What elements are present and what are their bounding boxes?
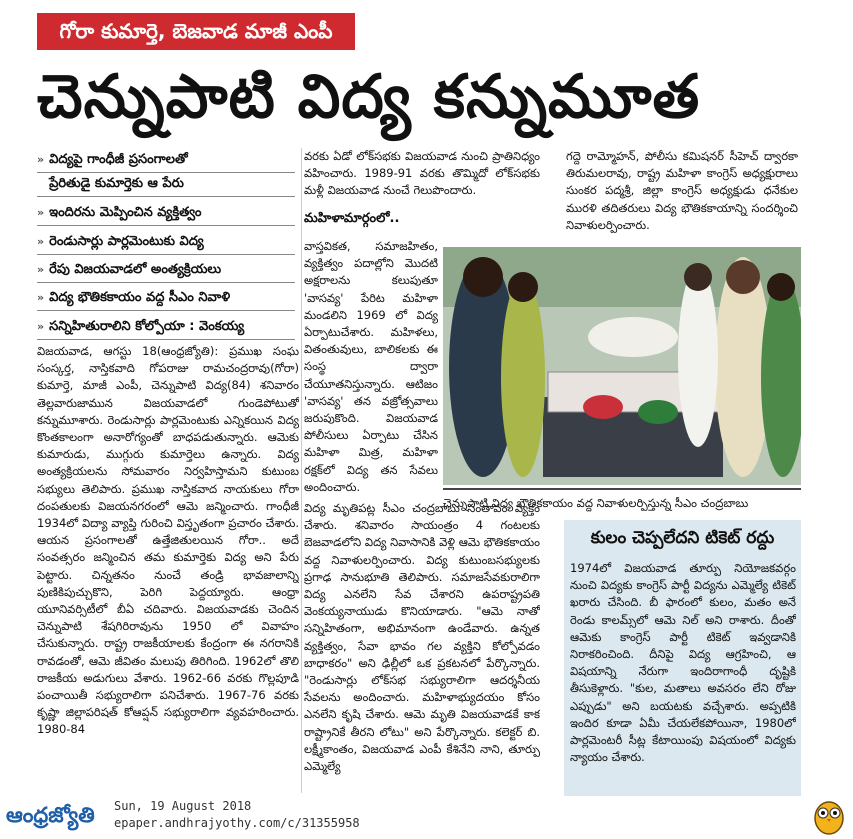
highlight-1b — [37, 172, 295, 197]
bullet-icon: » — [37, 291, 45, 304]
owl-mascot-icon — [812, 797, 846, 835]
headline: చెన్నుపాటి విద్య కన్నుమూత — [37, 62, 701, 132]
highlight-text: రేపు విజయవాడలో అంత్యక్రియలు — [49, 262, 222, 277]
highlight-1 — [37, 148, 295, 173]
bullet-icon: » — [37, 235, 45, 248]
highlight-text: సన్నిహితురాలిని కోల్పోయా : వెంకయ్య — [49, 319, 245, 334]
section-subhead: మహిళామార్గంలో.. — [304, 211, 400, 226]
body-column-1: విజయవాడ, ఆగస్టు 18(ఆంధ్రజ్యోతి): ప్రముఖ సంఘ సంస్కర్త, నాస్తికవాది గోపరాజు రామచంద్రరావు(గోరా) కుమార్తె, మాజీ ఎంపీ, చెన్నుపాటి విద్య(84) శనివారం తెల్లవారుజామున విజయవాడలో గుండెపోటుతో కన్నుమూశారు. రెండుసార్లు పార్లమెంటుకు ఎన్నికయిన విద్య కొంతకాలంగా అనారోగ్యంతో బాధపడుతున్నారు. ఆమెకు కుమారుడు, ముగ్గురు కుమార్తెలు ఉన్నారు. విద్య అంత్యక్రియలను సోమవారం నిర్వహిస్తామని కుటుంబ సభ్యులు తెలిపారు. ప్రముఖ నాస్తికవాద నాయకులు గోరా దంపతులకు విజయనగరంలో ఆమె జన్మించారు. గాంధీజీ 1934లో విద్యా వ్యాప్తి గురించి విస్తృతంగా ప్రచారం చేశారు. ఆయన ప్రసంగాలతో ఉత్తేజితులయిన గోరా.. అదే సంవత్సరం జన్మించిన తమ కుమార్తెకు విద్య అని పేరు పెట్టారు. చిన్నతనం నుంచే తండ్రి భావజాలాన్ని పుణికిపుచ్చుకొని, పెరిగి పెద్దయ్యారు. ఆంధ్రా యూనివర్సిటీలో బీఏ చదివారు. విజయవాడకు చెందిన చెన్నుపాటి శేషగిరిరావును 1950 లో వివాహం చేసుకున్నారు. రాష్ట్ర రాజకీయాలకు కేంద్రంగా ఈ నగరానికి రావడంతో, ఆమె జీవితం మలుపు తిరిగింది. 1962లో తొలి రాజకీయ అడుగులు వేశారు. 1962-66 వరకు గొల్లపూడి పంచాయితీ సభ్యురాలిగా పనిచేశారు. 1967-76 వరకు కృష్ణా జిల్లాపరిషత్‌ కోఆప్షన్‌ సభ్యురాలిగా వ్యవహరించారు. 1980-84 — [37, 344, 299, 737]
news-photo — [443, 247, 801, 485]
bullet-icon: » — [37, 320, 45, 333]
highlight-4 — [37, 258, 295, 283]
bullet-icon: » — [37, 263, 45, 276]
body-column-2-bottom: విద్య మృతిపట్ల సీఎం చంద్రబాబు సంతాపం వ్యక్తం చేశారు. శనివారం సాయంత్రం 4 గంటలకు బెజవాడలోని విద్య నివాసానికి వెళ్లి ఆమె భౌతికకాయం వద్ద నివాళులర్పించారు. విద్య కుటుంబసభ్యులకు ప్రగాఢ సానుభూతి తెలిపారు. సమాజసేవకురాలిగా విద్య ఎనలేని సేవ చేశారని ఉపరాష్ట్రపతి వెంకయ్యనాయుడు కొనియాడారు. "ఆమె నాతో సన్నిహితంగా, అభిమానంగా ఉండేవారు. ఉన్నత వ్యక్తిత్వం, సేవా భావం గల వ్యక్తిని కోల్పోవడం బాధాకరం" అని ఢిల్లీలో ఒక ప్రకటనలో పేర్కొన్నారు. "రెండుసార్లు లోక్‌సభ సభ్యురాలిగా ఆదర్శనీయ సేవలను అందించారు. మహిళాభ్యుదయం కోసం ఎనలేని కృషి చేశారు. ఆమె మృతి విజయవాడకే కాక రాష్ట్రానికే తీరని లోటు" అని పేర్కొన్నారు. కలెక్టర్‌ బి. లక్ష్మీకాంతం, విజయవాడ ఎంపీ కేశినేని నాని, తూర్పు ఎమ్మెల్యే — [304, 501, 540, 774]
body-column-3: గద్దె రామ్మోహన్‌, పోలీసు కమిషనర్‌ సీహెచ్‌ ద్వారకా తిరుమలరావు, రాష్ట్ర మహిళా కాంగ్రెస్‌ అధ్యక్షురాలు సుంకర పద్మశ్రీ, జిల్లా కాంగ్రెస్‌ అధ్యక్షుడు ధనేకుల మురళి తదితరులు విద్య భౌతికకాయాన్ని సందర్శించి నివాళులర్పించారు. — [566, 149, 798, 232]
highlight-text: ఇందిరను మెప్పించిన వ్యక్తిత్వం — [49, 205, 202, 220]
photo-illustration — [443, 247, 801, 485]
sidebar-text: 1974లో విజయవాడ తూర్పు నియోజకవర్గం నుంచి విద్యకు కాంగ్రెస్‌ పార్టీ విద్యను ఎమ్మెల్యే టికెట్‌ ఖరారు చేసింది. బీ ఫారంలో కులం, మతం అనే రెండు కాలమ్స్‌లో ఆమె నిల్‌ అని రాశారు. దీంతో ఆమెకు కాంగ్రెస్‌ పార్టీ టికెట్‌ ఇవ్వడానికి నిరాకరించింది. దీనిపై విద్య ఆగ్రహించి, ఆ విషయాన్ని నేరుగా ఇందిరాగాంధీ దృష్టికి తీసుకెళ్లారు. "కుల, మతాలు అవసరం లేని రోజు ఎప్పుడు" అని బయటకు వచ్చేశారు. అప్పటికి ఇందిర కూడా ఏమీ చేయలేకపోయినా, 1980లో పార్లమెంటరీ సీట్ల కేటాయింపు విషయంలో విద్యకు న్యాయం చేశారు. — [570, 561, 796, 765]
highlight-6 — [37, 315, 295, 340]
highlight-text: విద్య భౌతికకాయం వద్ద సీఎం నివాళి — [49, 290, 231, 305]
highlight-2 — [37, 201, 295, 226]
highlight-text: రెండుసార్లు పార్లమెంటుకు విద్య — [49, 234, 204, 249]
edition-date: Sun, 19 August 2018 — [114, 799, 252, 813]
body-column-2-top: వరకు ఏడో లోక్‌సభకు విజయవాడ నుంచి ప్రాతినిధ్యం వహించారు. 1989-91 వరకు తొమ్మిదో లోక్‌సభకు మళ్లీ విజయవాడ నుంచే గెలుపొందారు. — [304, 149, 540, 198]
kicker-banner: గోరా కుమార్తె, బెజవాడ మాజీ ఎంపీ — [37, 13, 355, 50]
highlight-text: విద్యపై గాంధీజీ ప్రసంగాలతో — [49, 152, 188, 167]
photo-caption: చెన్నుపాటి విద్య భౌతికకాయం వద్ద నివాళులర్పిస్తున్న సీఎం చంద్రబాబు — [443, 488, 801, 518]
bullet-icon: » — [37, 153, 45, 166]
column-divider — [301, 148, 302, 793]
highlight-text: ప్రేరితుడై కుమార్తెకు ఆ పేరు — [49, 176, 184, 191]
highlight-3 — [37, 230, 295, 255]
body-column-2-mid: వాస్తవికత, సమాజహితం, వ్యక్తిత్వం పదాల్లోని మొదటి అక్షరాలను కలుపుతూ 'వాసవ్య' పేరిట మహిళా మండలిని 1969 లో విద్య ఏర్పాటుచేశారు. మహిళలు, వితంతువులు, బాలికలకు ఈ సంస్థ ద్వారా చేయూతనిస్తున్నారు. ఆటిజం 'వాసవ్య' తన వజ్రోత్సవాలు జరుపుకొంది. విజయవాడ పోలీసులు ఏర్పాటు చేసిన మహిళా మిత్ర, మహిళా రక్షక్‌లో విద్య తన సేవలు అందించారు. — [304, 239, 438, 494]
epaper-url[interactable]: epaper.andhrajyothy.com/c/31355958 — [114, 816, 360, 830]
bullet-icon: » — [37, 206, 45, 219]
highlight-5 — [37, 286, 295, 311]
sidebar-title: కులం చెప్పలేదని టికెట్‌ రద్దు — [590, 528, 775, 548]
publication-logo: ఆంధ్రజ్యోతి — [6, 803, 95, 827]
